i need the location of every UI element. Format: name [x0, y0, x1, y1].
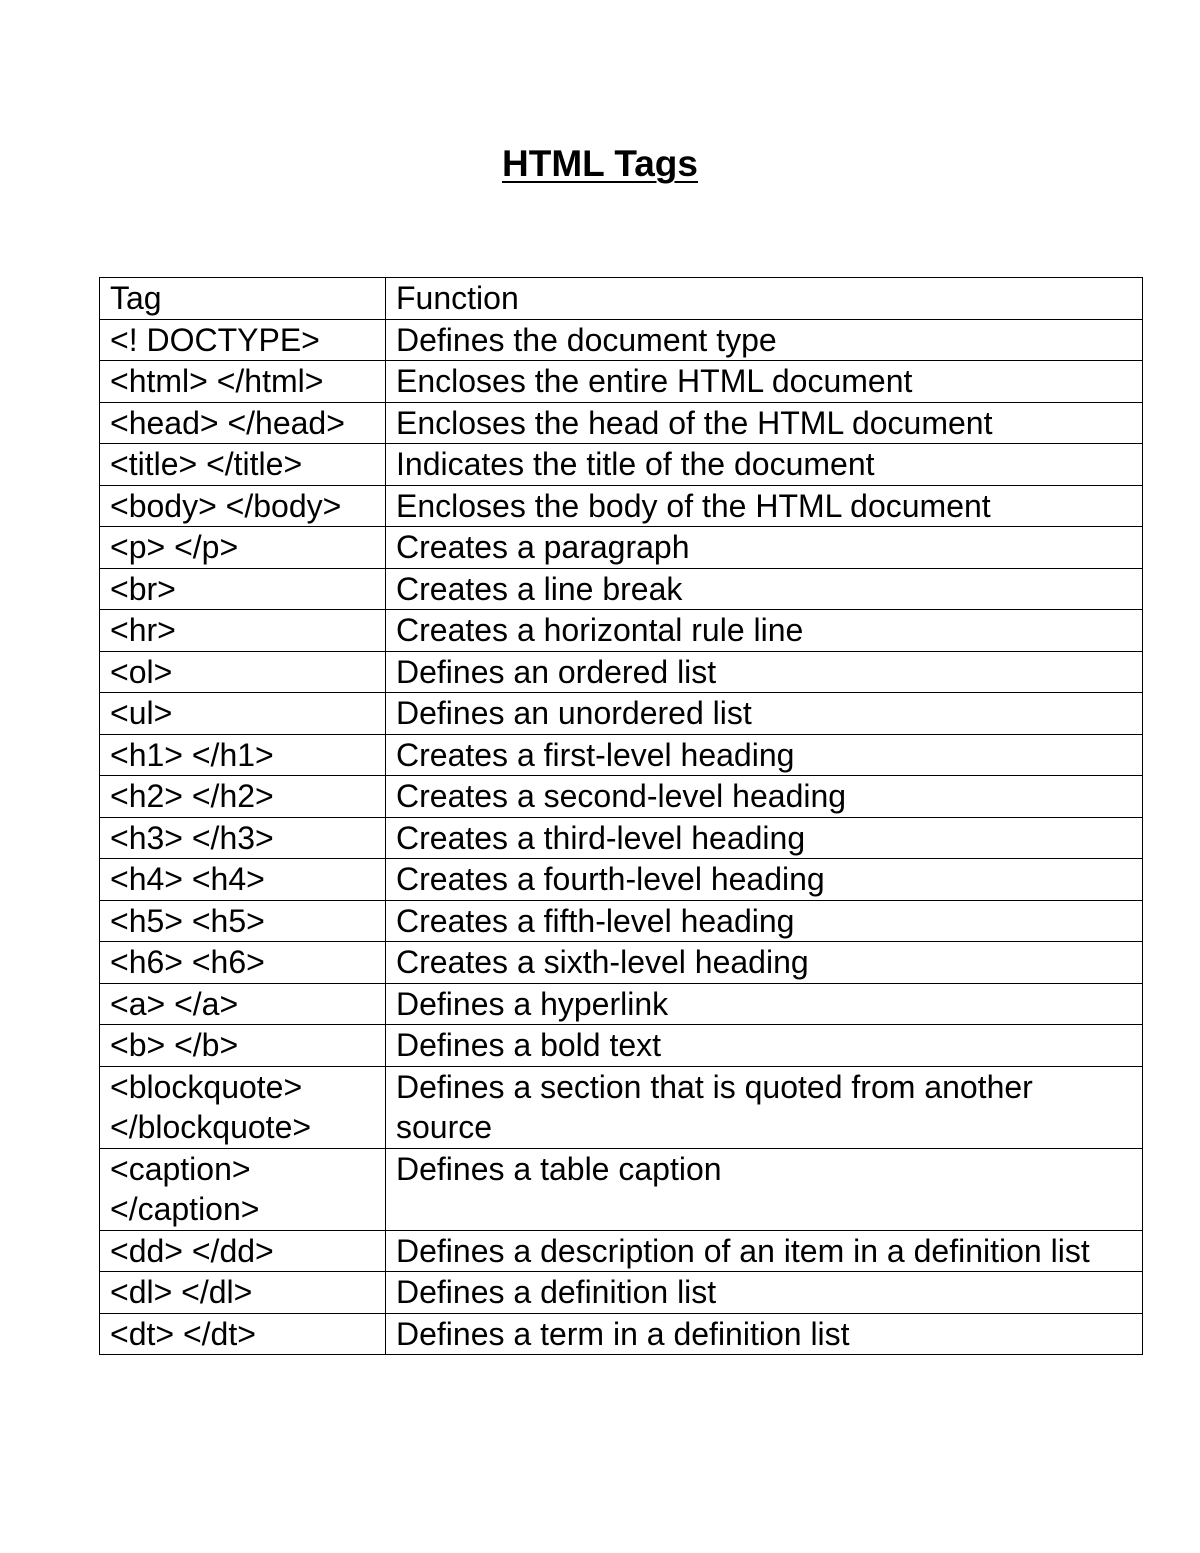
table-row — [100, 859, 1143, 901]
tag-cell: <caption> </caption> — [100, 1148, 386, 1230]
table-row — [100, 568, 1143, 610]
function-cell: Defines a term in a definition list — [386, 1313, 1143, 1355]
tag-cell: <br> — [100, 568, 386, 610]
tag-cell: <head> </head> — [100, 402, 386, 444]
function-cell: Encloses the entire HTML document — [386, 361, 1143, 403]
html-tags-table — [99, 277, 1143, 1355]
table-row — [100, 1066, 1143, 1148]
function-cell: Defines a table caption — [386, 1148, 1143, 1230]
table-row — [100, 1148, 1143, 1230]
table-row — [100, 527, 1143, 569]
function-cell: Defines a bold text — [386, 1025, 1143, 1067]
tag-cell: <h6> <h6> — [100, 942, 386, 984]
tag-cell: <title> </title> — [100, 444, 386, 486]
table-row — [100, 734, 1143, 776]
tag-cell: <h3> </h3> — [100, 817, 386, 859]
table-row — [100, 402, 1143, 444]
function-cell: Indicates the title of the document — [386, 444, 1143, 486]
function-cell: Creates a paragraph — [386, 527, 1143, 569]
function-cell: Creates a sixth-level heading — [386, 942, 1143, 984]
table-row — [100, 983, 1143, 1025]
table-row — [100, 319, 1143, 361]
function-cell: Creates a horizontal rule line — [386, 610, 1143, 652]
function-cell: Creates a fourth-level heading — [386, 859, 1143, 901]
tag-cell: <ol> — [100, 651, 386, 693]
tag-cell: <body> </body> — [100, 485, 386, 527]
table-row — [100, 1313, 1143, 1355]
function-cell: Encloses the head of the HTML document — [386, 402, 1143, 444]
table-row — [100, 776, 1143, 818]
tag-cell: <dt> </dt> — [100, 1313, 386, 1355]
tag-cell: <html> </html> — [100, 361, 386, 403]
tag-cell: <a> </a> — [100, 983, 386, 1025]
table-row — [100, 1272, 1143, 1314]
table-row — [100, 485, 1143, 527]
tag-cell: <dl> </dl> — [100, 1272, 386, 1314]
table-row — [100, 817, 1143, 859]
function-cell: Defines the document type — [386, 319, 1143, 361]
tag-cell: <ul> — [100, 693, 386, 735]
table-row — [100, 651, 1143, 693]
function-cell: Creates a line break — [386, 568, 1143, 610]
header-tag: Tag — [100, 278, 386, 320]
tag-cell: <hr> — [100, 610, 386, 652]
table-row — [100, 361, 1143, 403]
tag-cell: <h5> <h5> — [100, 900, 386, 942]
table-row — [100, 1025, 1143, 1067]
function-cell: Defines a section that is quoted from another source — [386, 1066, 1143, 1148]
table-row — [100, 444, 1143, 486]
header-function: Function — [386, 278, 1143, 320]
table-row — [100, 693, 1143, 735]
table-row — [100, 942, 1143, 984]
function-cell: Defines a definition list — [386, 1272, 1143, 1314]
tag-cell: <h2> </h2> — [100, 776, 386, 818]
table-row — [100, 900, 1143, 942]
table-row — [100, 610, 1143, 652]
function-cell: Creates a fifth-level heading — [386, 900, 1143, 942]
tag-cell: <! DOCTYPE> — [100, 319, 386, 361]
function-cell: Creates a third-level heading — [386, 817, 1143, 859]
function-cell: Creates a second-level heading — [386, 776, 1143, 818]
table-header-row — [100, 278, 1143, 320]
function-cell: Encloses the body of the HTML document — [386, 485, 1143, 527]
tag-cell: <p> </p> — [100, 527, 386, 569]
tag-cell: <h4> <h4> — [100, 859, 386, 901]
function-cell: Defines a description of an item in a definition list — [386, 1230, 1143, 1272]
function-cell: Defines an unordered list — [386, 693, 1143, 735]
tag-cell: <dd> </dd> — [100, 1230, 386, 1272]
tag-cell: <b> </b> — [100, 1025, 386, 1067]
function-cell: Creates a first-level heading — [386, 734, 1143, 776]
function-cell: Defines a hyperlink — [386, 983, 1143, 1025]
page-title: HTML Tags — [502, 143, 698, 184]
function-cell: Defines an ordered list — [386, 651, 1143, 693]
tag-cell: <h1> </h1> — [100, 734, 386, 776]
table-row — [100, 1230, 1143, 1272]
tag-cell: <blockquote> </blockquote> — [100, 1066, 386, 1148]
